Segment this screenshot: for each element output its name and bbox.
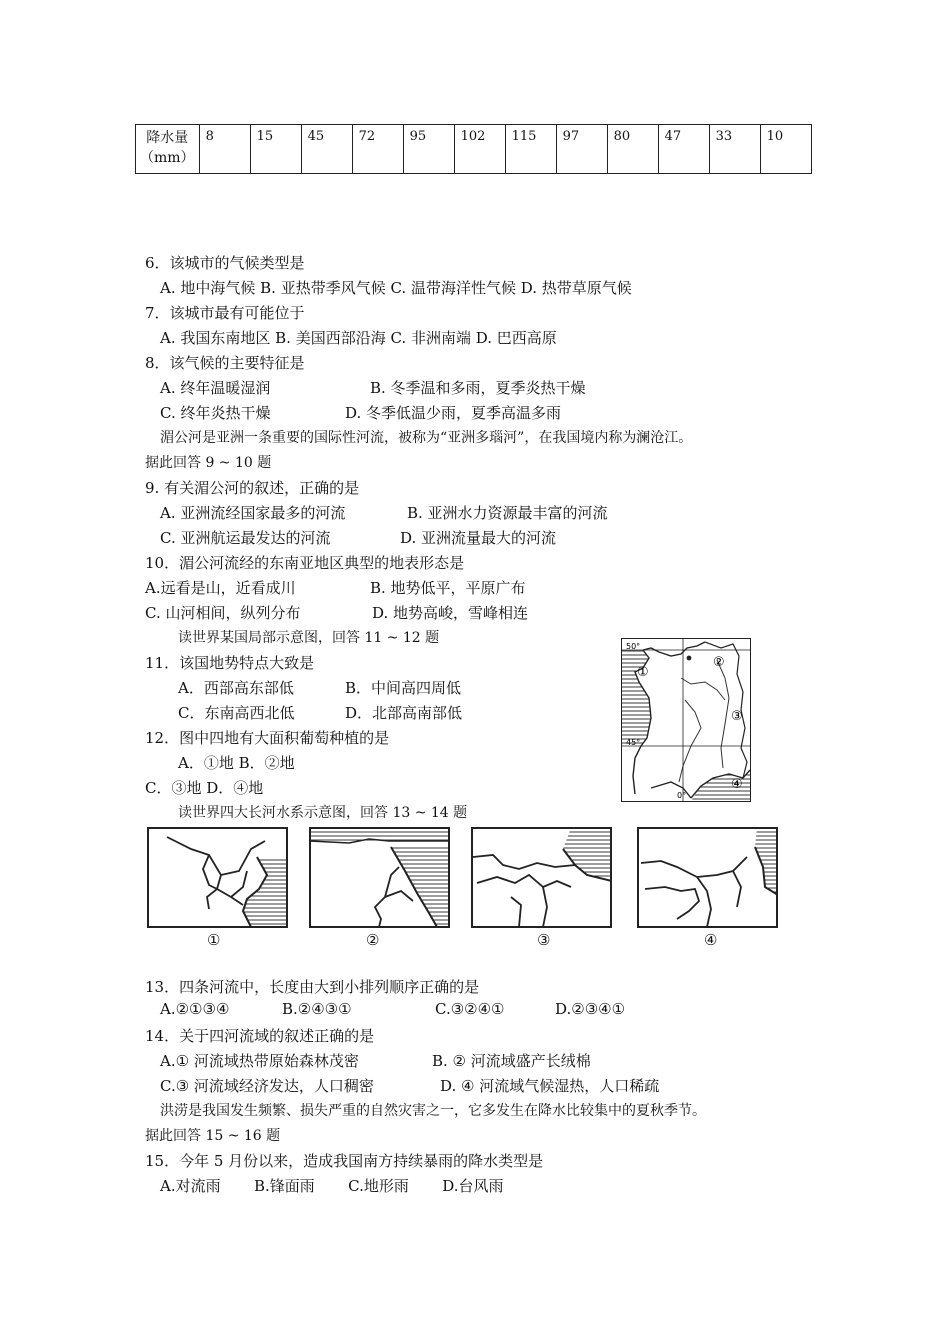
location-2-label: ②: [713, 655, 725, 670]
location-4-label: ④: [731, 777, 743, 792]
lat-50-label: 50°: [626, 642, 641, 651]
question-11-option-c: C．东南高西北低: [178, 704, 295, 722]
flood-intro-cont: 据此回答 15 ~ 16 题: [145, 1128, 281, 1144]
question-14-option-a: A.① 河流域热带原始森林茂密: [160, 1052, 359, 1070]
question-15: 15．今年 5 月份以来，造成我国南方持续暴雨的降水类型是: [145, 1152, 544, 1170]
question-11-option-d: D．北部高南部低: [345, 704, 463, 722]
country-map-intro: 读世界某国局部示意图，回答 11 ~ 12 题: [178, 630, 440, 646]
mekong-intro: 湄公河是亚洲一条重要的国际性河流，被称为“亚洲多瑙河”，在我国境内称为澜沧江。: [160, 430, 693, 446]
location-1-label: ①: [637, 665, 649, 680]
question-15-options: A.对流雨 B.锋面雨 C.地形雨 D.台风雨: [160, 1177, 504, 1195]
river-caption-1: ①: [207, 931, 221, 949]
question-11-option-a: A．西部高东部低: [178, 679, 294, 697]
question-12-options-ab: A．①地 B．②地: [178, 754, 295, 772]
country-partial-map: [621, 638, 751, 802]
question-9: 9. 有关湄公河的叙述，正确的是: [145, 479, 360, 497]
question-9-option-c: C. 亚洲航运最发达的河流: [160, 529, 331, 547]
question-13-option-c: C.③②④①: [435, 1000, 505, 1018]
river-caption-4: ④: [704, 931, 718, 949]
rivers-intro: 读世界四大长河水系示意图，回答 13 ~ 14 题: [178, 805, 468, 821]
question-8: 8．该气候的主要特征是: [145, 354, 305, 372]
question-10-option-c: C. 山河相间，纵列分布: [145, 604, 301, 622]
question-14-option-c: C.③ 河流域经济发达，人口稠密: [160, 1077, 374, 1095]
river-caption-3: ③: [537, 931, 551, 949]
month-value: 33: [709, 125, 760, 174]
precipitation-table: [135, 124, 812, 174]
question-13-option-b: B.②④③①: [282, 1000, 352, 1018]
month-value: 8: [199, 125, 250, 174]
month-value: 102: [454, 125, 505, 174]
month-value: 45: [301, 125, 352, 174]
month-value: 80: [607, 125, 658, 174]
lon-0-label: 0°: [677, 791, 687, 800]
question-10-option-d: D. 地势高峻，雪峰相连: [372, 604, 529, 622]
question-12: 12．图中四地有大面积葡萄种植的是: [145, 729, 390, 747]
month-value: 97: [556, 125, 607, 174]
month-value: 47: [658, 125, 709, 174]
river-caption-2: ②: [366, 931, 380, 949]
flood-intro: 洪涝是我国发生频繁、损失严重的自然灾害之一，它多发生在降水比较集中的夏秋季节。: [160, 1103, 706, 1119]
question-10-option-b: B. 地势低平，平原广布: [370, 579, 526, 597]
question-8-option-b: B. 冬季温和多雨，夏季炎热干燥: [370, 379, 586, 397]
question-13: 13．四条河流中，长度由大到小排列顺序正确的是: [145, 978, 480, 996]
river-map-2: [309, 827, 450, 928]
question-8-option-c: C. 终年炎热干燥: [160, 404, 271, 422]
question-6-options: A. 地中海气候 B. 亚热带季风气候 C. 温带海洋性气候 D. 热带草原气候: [160, 279, 632, 297]
month-value: 15: [250, 125, 301, 174]
mekong-intro-cont: 据此回答 9 ~ 10 题: [145, 455, 272, 471]
river-map-3: [471, 827, 612, 928]
question-10-option-a: A.远看是山，近看成川: [145, 579, 296, 597]
question-9-option-d: D. 亚洲流量最大的河流: [400, 529, 557, 547]
precipitation-unit: （mm）: [140, 150, 195, 166]
question-13-option-a: A.②①③④: [160, 1000, 230, 1018]
month-value: 95: [403, 125, 454, 174]
question-10: 10．湄公河流经的东南亚地区典型的地表形态是: [145, 554, 465, 572]
question-12-options-cd: C．③地 D．④地: [145, 779, 264, 797]
question-11: 11．该国地势特点大致是: [145, 654, 315, 672]
question-14: 14．关于四河流域的叙述正确的是: [145, 1027, 375, 1045]
question-8-option-a: A. 终年温暖湿润: [160, 379, 271, 397]
question-11-option-b: B．中间高四周低: [345, 679, 462, 697]
question-13-option-d: D.②③④①: [555, 1000, 626, 1018]
river-map-1: [147, 827, 288, 928]
table-row: [136, 125, 812, 174]
question-9-option-a: A. 亚洲流经国家最多的河流: [160, 504, 346, 522]
month-value: 10: [760, 125, 811, 174]
question-7: 7．该城市最有可能位于: [145, 304, 305, 322]
question-6: 6．该城市的气候类型是: [145, 254, 305, 272]
month-value: 72: [352, 125, 403, 174]
precipitation-label: 降水量: [146, 130, 189, 146]
question-14-option-d: D. ④ 河流域气候湿热，人口稀疏: [440, 1077, 660, 1095]
question-8-option-d: D. 冬季低温少雨，夏季高温多雨: [345, 404, 562, 422]
question-9-option-b: B. 亚洲水力资源最丰富的河流: [407, 504, 608, 522]
lat-45-label: 45°: [626, 738, 641, 747]
precipitation-label-cell: [136, 125, 200, 174]
question-7-options: A. 我国东南地区 B. 美国西部沿海 C. 非洲南端 D. 巴西高原: [160, 329, 557, 347]
question-14-option-b: B. ② 河流域盛产长绒棉: [432, 1052, 591, 1070]
month-value: 115: [505, 125, 556, 174]
location-3-label: ③: [731, 709, 743, 724]
river-map-4: [637, 827, 778, 928]
